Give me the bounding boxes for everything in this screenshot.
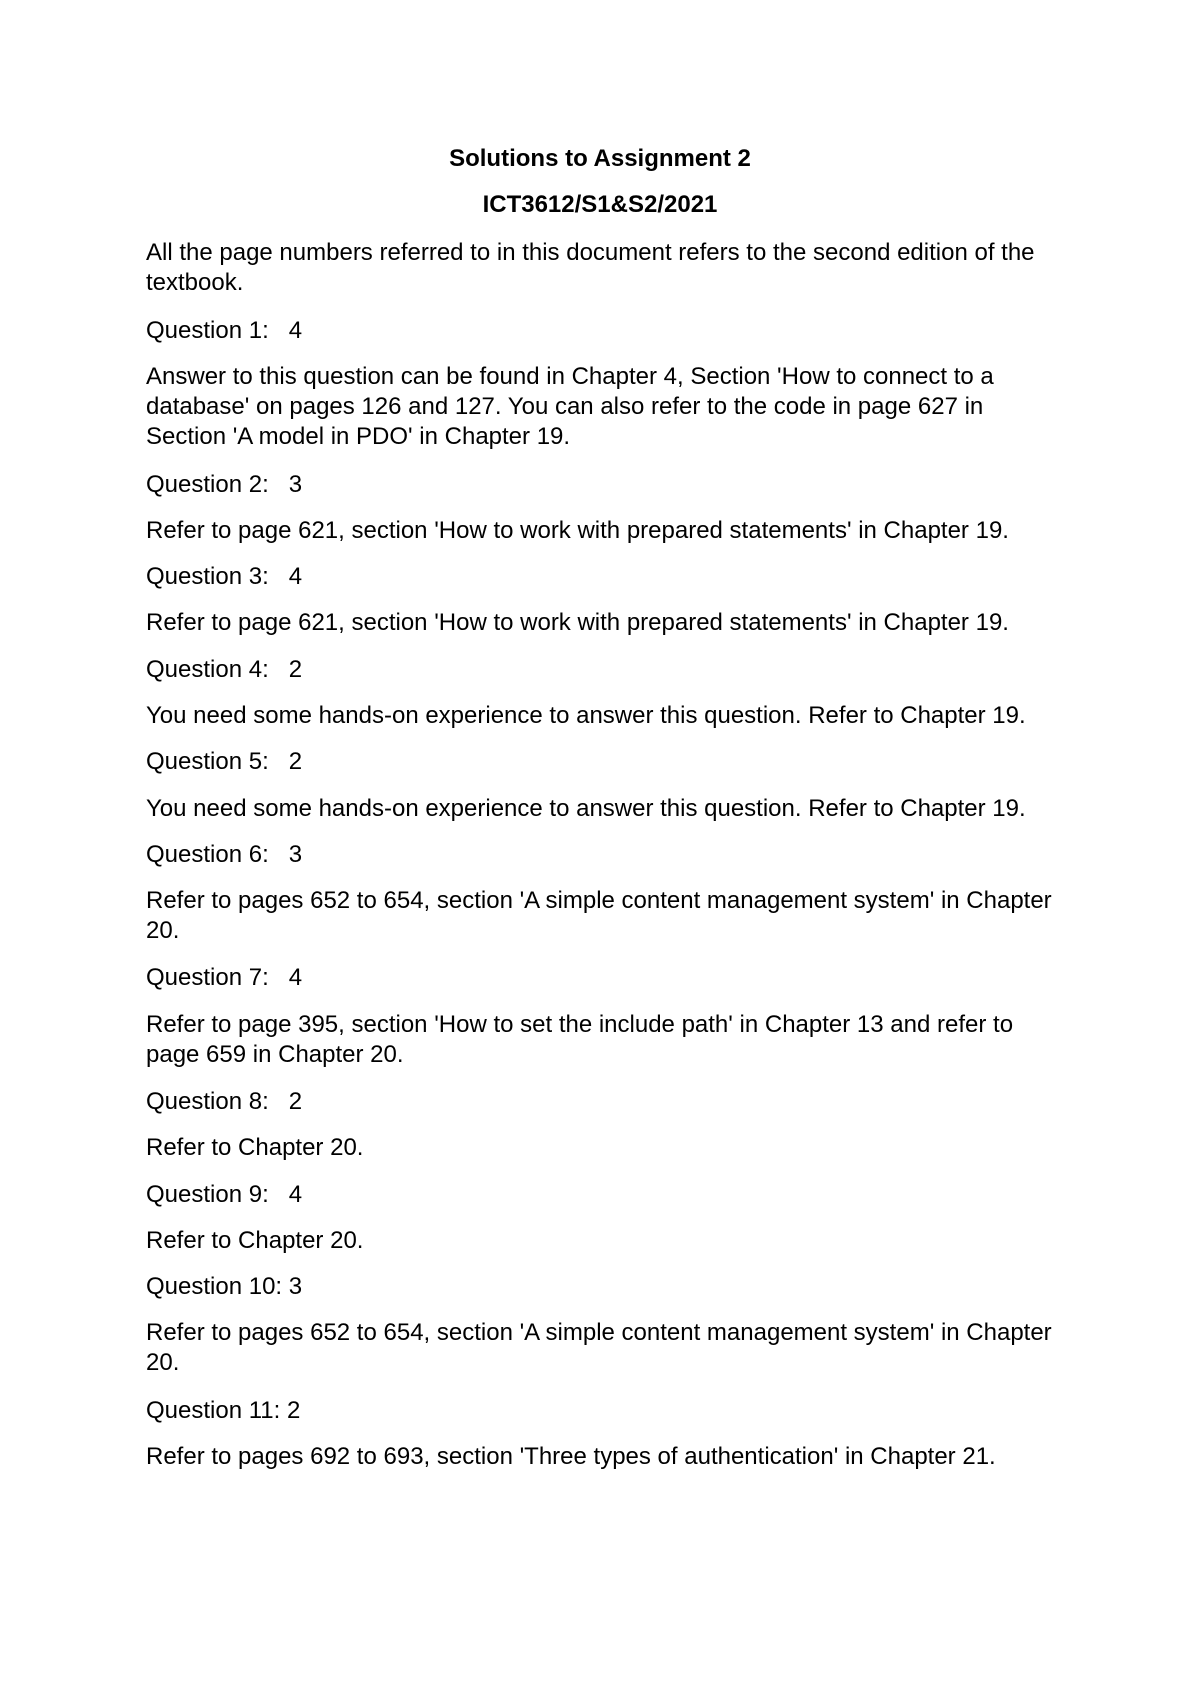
question-8-answer: Refer to Chapter 20. — [146, 1134, 364, 1161]
question-9-label: Question 9: 4 — [146, 1181, 303, 1208]
question-3-label: Question 3: 4 — [146, 563, 303, 590]
question-9-answer: Refer to Chapter 20. — [146, 1227, 364, 1254]
question-1-label: Question 1: 4 — [146, 317, 303, 344]
question-1-answer: Answer to this question can be found in Chapter 4, Section 'How to connect to a database' on pages 126 and 127. You can also refer to the code in page 627 in Section 'A model in PDO' in Chapter 19. — [146, 363, 994, 450]
question-4-label: Question 4: 2 — [146, 656, 303, 683]
question-11-label: Question 11: 2 — [146, 1397, 301, 1424]
question-7-label: Question 7: 4 — [146, 964, 303, 991]
question-3-answer: Refer to page 621, section 'How to work with prepared statements' in Chapter 19. — [146, 609, 1009, 636]
question-6-label: Question 6: 3 — [146, 841, 303, 868]
question-10-label: Question 10: 3 — [146, 1273, 303, 1300]
course-code: ICT3612/S1&S2/2021 — [482, 191, 718, 218]
question-6-answer: Refer to pages 652 to 654, section 'A simple content management system' in Chapter 20. — [146, 887, 1052, 944]
question-7-answer: Refer to page 395, section 'How to set the include path' in Chapter 13 and refer to page 659 in Chapter 20. — [146, 1011, 1014, 1068]
question-10-answer: Refer to pages 652 to 654, section 'A simple content management system' in Chapter 20. — [146, 1319, 1052, 1376]
question-2-answer: Refer to page 621, section 'How to work with prepared statements' in Chapter 19. — [146, 517, 1009, 544]
question-8-label: Question 8: 2 — [146, 1088, 303, 1115]
question-5-answer: You need some hands-on experience to answer this question. Refer to Chapter 19. — [146, 795, 1026, 822]
question-5-label: Question 5: 2 — [146, 748, 303, 775]
question-4-answer: You need some hands-on experience to answer this question. Refer to Chapter 19. — [146, 702, 1026, 729]
question-2-label: Question 2: 3 — [146, 471, 303, 498]
intro-paragraph: All the page numbers referred to in this document refers to the second edition of the textbook. — [146, 239, 1035, 296]
question-11-answer: Refer to pages 692 to 693, section 'Three types of authentication' in Chapter 21. — [146, 1443, 996, 1470]
document-title: Solutions to Assignment 2 — [449, 145, 751, 172]
